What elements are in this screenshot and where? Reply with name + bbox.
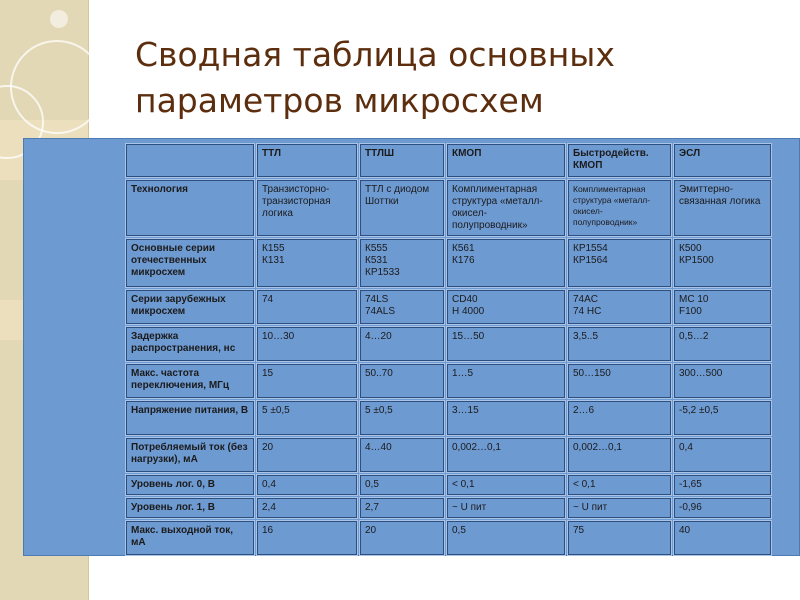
row-header-cell: Технология: [126, 180, 254, 236]
table-cell: 5 ±0,5: [360, 401, 444, 435]
row-header-cell: Уровень лог. 1, В: [126, 498, 254, 518]
table-cell: 4…40: [360, 438, 444, 472]
table-cell: 0,5: [447, 521, 565, 555]
table-cell: 4…20: [360, 327, 444, 361]
row-header-cell: Макс. выходной ток, мА: [126, 521, 254, 555]
header-cell-esl: ЭСЛ: [674, 144, 771, 177]
table-cell: 0,5…2: [674, 327, 771, 361]
table-cell: ~ U пит: [447, 498, 565, 518]
row-header-cell: Серии зарубежных микросхем: [126, 290, 254, 324]
table-cell: КР1554 КР1564: [568, 239, 671, 287]
header-cell-corner: [126, 144, 254, 177]
header-cell-kmop: КМОП: [447, 144, 565, 177]
table-cell: 3…15: [447, 401, 565, 435]
table-row: [126, 401, 771, 435]
table-cell: Комплиментарная структура «металл-окисел-полупроводник»: [568, 180, 671, 236]
table-cell: < 0,1: [568, 475, 671, 495]
table-cell: 20: [257, 438, 357, 472]
table-cell: 74: [257, 290, 357, 324]
table-cell: К155 К131: [257, 239, 357, 287]
header-cell-ttlsh: ТТЛШ: [360, 144, 444, 177]
header-cell-ttl: ТТЛ: [257, 144, 357, 177]
table-cell: 20: [360, 521, 444, 555]
table-cell: 0,002…0,1: [568, 438, 671, 472]
table-cell: 10…30: [257, 327, 357, 361]
row-header-cell: Макс. частота переключения, МГц: [126, 364, 254, 398]
table-cell: Эмиттерно-связанная логика: [674, 180, 771, 236]
table-cell: 74LS 74ALS: [360, 290, 444, 324]
table-row: [126, 364, 771, 398]
table-cell: 40: [674, 521, 771, 555]
table-cell: ТТЛ с диодом Шоттки: [360, 180, 444, 236]
table-row: [126, 239, 771, 287]
header-cell-fast-kmop: Быстродейств. КМОП: [568, 144, 671, 177]
table-cell: 16: [257, 521, 357, 555]
table-cell: 75: [568, 521, 671, 555]
title-line-1: Сводная таблица основных: [135, 35, 615, 74]
row-header-cell: Напряжение питания, В: [126, 401, 254, 435]
table-cell: 2,4: [257, 498, 357, 518]
table-cell: К561 К176: [447, 239, 565, 287]
table-cell: 0,002…0,1: [447, 438, 565, 472]
table-cell: 50..70: [360, 364, 444, 398]
row-header-cell: Задержка распространения, нс: [126, 327, 254, 361]
table-cell: 2…6: [568, 401, 671, 435]
table-row: [126, 475, 771, 495]
table-cell: Комплиментарная структура «металл-окисел-полупроводник»: [447, 180, 565, 236]
row-header-cell: Потребляемый ток (без нагрузки), мА: [126, 438, 254, 472]
table-row: [126, 180, 771, 236]
table-body: [126, 180, 771, 555]
table-cell: 1…5: [447, 364, 565, 398]
slide-title: [135, 32, 755, 124]
table-cell: 74AC 74 HC: [568, 290, 671, 324]
table-cell: 5 ±0,5: [257, 401, 357, 435]
table-header-row: [126, 144, 771, 177]
table-cell: 3,5..5: [568, 327, 671, 361]
parameters-table: [123, 141, 774, 558]
table-cell: -1,65: [674, 475, 771, 495]
table-cell: -5,2 ±0,5: [674, 401, 771, 435]
table-cell: CD40 H 4000: [447, 290, 565, 324]
table-row: [126, 290, 771, 324]
title-line-2: параметров микросхем: [135, 81, 544, 120]
table-cell: 15…50: [447, 327, 565, 361]
parameters-table-panel: [23, 138, 800, 556]
table-cell: MC 10 F100: [674, 290, 771, 324]
table-cell: < 0,1: [447, 475, 565, 495]
row-header-cell: Уровень лог. 0, В: [126, 475, 254, 495]
table-cell: 0,4: [674, 438, 771, 472]
table-cell: 50…150: [568, 364, 671, 398]
row-header-cell: Основные серии отечественных микросхем: [126, 239, 254, 287]
table-cell: 15: [257, 364, 357, 398]
table-cell: 0,5: [360, 475, 444, 495]
table-cell: 0,4: [257, 475, 357, 495]
table-cell: Транзисторно-транзисторная логика: [257, 180, 357, 236]
table-cell: 2,7: [360, 498, 444, 518]
table-row: [126, 498, 771, 518]
table-cell: 300…500: [674, 364, 771, 398]
table-cell: -0,96: [674, 498, 771, 518]
table-row: [126, 521, 771, 555]
table-cell: К500 КР1500: [674, 239, 771, 287]
table-row: [126, 327, 771, 361]
table-cell: ~ U пит: [568, 498, 671, 518]
table-row: [126, 438, 771, 472]
table-cell: К555 К531 КР1533: [360, 239, 444, 287]
